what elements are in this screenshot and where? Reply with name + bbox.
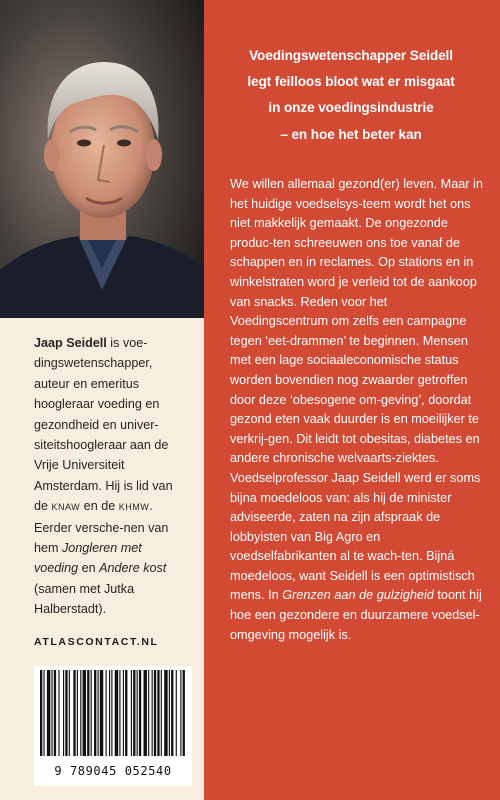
barcode-bar [115,670,118,756]
barcode-bar [169,670,170,756]
bio-text: en [78,561,100,576]
barcode-bar [137,670,138,756]
author-name: Jaap Seidell [34,336,107,350]
barcode-bar [183,670,185,756]
barcode-bar [52,670,53,756]
publisher-url: ATLASCONTACT.NL [34,636,159,648]
barcode-bar [100,670,103,756]
barcode-bar [119,670,120,756]
author-bio [34,333,184,620]
blurb-text: toont hij hoe een gezondere en duurzamere voedsel-omgeving mogelijk is. [230,588,482,642]
barcode-bar [94,670,96,756]
bio-book-title: Jongleren met voeding [34,541,142,576]
barcode-bar [171,670,173,756]
barcode-bar [123,670,124,756]
barcode-bar [157,670,159,756]
blurb-text: Voedselprofessor Jaap Seidell werd er soms bijna moedeloos van: als hij de minister adviseerde, zaten na zijn afspraak de lobbyisten van Big Agro en voedselfabrikanten al te wach-ten. Bijná moedeloos, want Seidell is een optimistisch mens. In [230,470,481,603]
barcode-bar [83,670,86,756]
barcode-bar [152,670,153,756]
barcode-bar [144,670,147,756]
barcode-bar [109,670,110,756]
bio-text: . Eerder versche-nen van hem [34,499,169,556]
barcode-bar [58,670,59,756]
barcode [34,666,192,786]
bio-khmw: KHMW [118,502,150,513]
barcode-bar [133,670,135,756]
tagline-line: in onze voedingsindustrie [268,100,434,116]
barcode-bar [164,670,167,756]
barcode-bar [148,670,149,756]
tagline [222,43,480,148]
barcode-bar [87,670,89,756]
isbn-number: 9 789045 052540 [54,764,172,778]
barcode-bar [180,670,181,756]
barcode-bar [91,670,92,756]
barcode-bar [80,670,81,756]
bio-text: is voe-dingswetenschapper, auteur en emeritus hoogleraar voeding en gezondheid en univer-siteitshoogleraar aan de Vrije Universiteit Amsterdam. Hij is lid van de [34,336,173,514]
bio-text: (samen met Jutka Halberstadt). [34,581,135,617]
left-panel [0,0,204,800]
barcode-bar [139,670,141,756]
barcode-bar [111,670,112,756]
barcode-bar [77,670,78,756]
bio-book-title: Andere kost [99,561,167,576]
bio-knaw: KNAW [51,502,81,513]
blurb-paragraph: We willen allemaal gezond(er) leven. Maar in het huidige voedselsys-teem wordt het ons niet makkelijk gemaakt. De ongezonde produc-ten schreeuwen ons toe vanaf de schappen en in reclames. Op stations en in winkelstraten word je verleid tot de aankoop van snacks. Reden voor het Voedingscentrum om zelfs een campagne tegen ‘eet-drammen’ te beginnen. Mensen met een lage sociaaleconomische status worden bovendien nog zwaarder getroffen door deze ‘obesogene om-geving’, doordat gezond eten vaak duurder is en moeilijker te verkrij-gen. Dit leidt tot obesitas, diabetes en andere chronische welvaarts-ziektes. [230,177,483,466]
barcode-bar [47,670,50,756]
tagline-line: legt feilloos bloot wat er misgaat [247,74,455,90]
blurb [230,175,484,645]
tagline-line: Voedingswetenschapper Seidell [249,48,453,63]
barcode-bar [43,670,44,756]
author-photo [0,0,204,318]
barcode-bar [63,670,64,756]
author-portrait-illustration [0,0,204,318]
tagline-line: – en hoe het beter kan [280,126,422,142]
barcode-bar [154,670,156,756]
blurb-paragraph [230,469,484,645]
barcode-bar [98,670,99,756]
barcode-bar [106,670,107,756]
barcode-bar [65,670,67,756]
barcode-bar [161,670,162,756]
barcode-bar [176,670,177,756]
barcode-bar [69,670,70,756]
barcode-bar [40,670,42,756]
barcode-bars [34,666,192,766]
blurb-book-title: Grenzen aan de gulzigheid [282,588,434,603]
barcode-bar [125,670,127,756]
barcode-bar [73,670,75,756]
bio-text: en de [80,499,119,514]
barcode-bar [54,670,56,756]
barcode-bar [131,670,132,756]
